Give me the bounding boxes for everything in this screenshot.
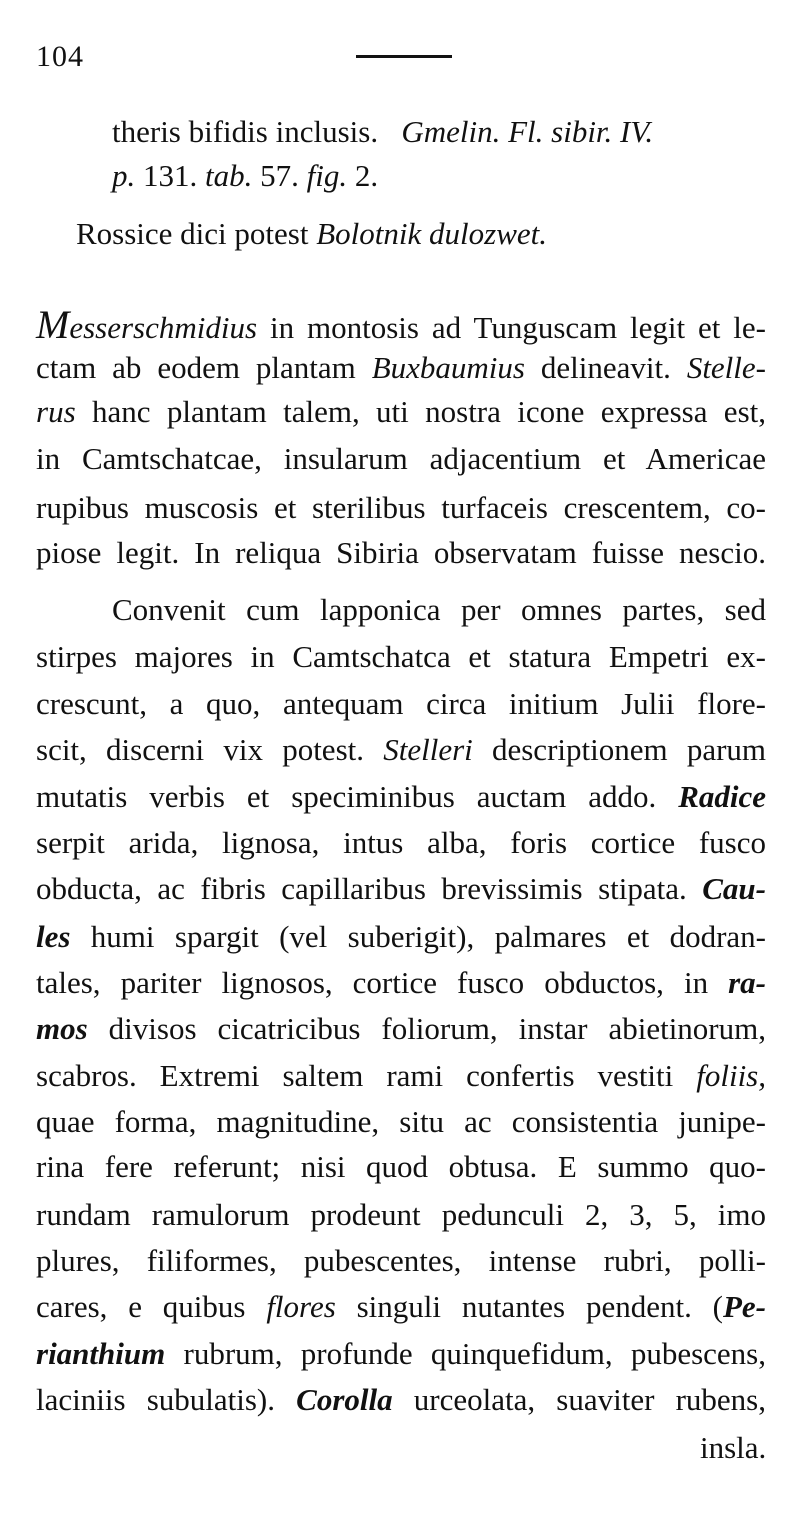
text-line: rina fere referunt; nisi quod obtusa. E summo quo- [36,1149,766,1184]
text-line: scabros. Extremi saltem rami confertis vestiti foliis, [36,1058,766,1093]
text-line: rus hanc plantam talem, uti nostra icone expressa est, [36,394,766,429]
text-line: Convenit cum lapponica per omnes partes, sed [112,592,766,627]
text-line: mos divisos cicatricibus foliorum, instar abietinorum, [36,1011,766,1046]
text-line: piose legit. In reliqua Sibiria observatam fuisse nescio. [36,535,766,570]
text-line: in Camtschatcae, insularum adjacentium et Americae [36,441,766,476]
text-line: rupibus muscosis et sterilibus turfaceis crescentem, co- [36,490,766,525]
text-line: laciniis subulatis). Corolla urceolata, suaviter rubens, [36,1382,766,1417]
text-line: Rossice dici potest Bolotnik dulozwet. [76,216,547,251]
text-line: theris bifidis inclusis. Gmelin. Fl. sibir. IV. [112,114,654,149]
page-number: 104 [36,40,84,73]
text-line: obducta, ac fibris capillaribus brevissimis stipata. Cau- [36,871,766,906]
text-line: stirpes majores in Camtschatca et statura Empetri ex- [36,639,766,674]
text-line: rundam ramulorum prodeunt pedunculi 2, 3, 5, imo [36,1197,766,1232]
text-line: quae forma, magnitudine, situ ac consistentia junipe- [36,1104,766,1139]
text-line: p. 131. tab. 57. fig. 2. [112,158,379,193]
header-rule [356,55,452,58]
text-line: crescunt, a quo, antequam circa initium Julii flore- [36,686,766,721]
text-line: serpit arida, lignosa, intus alba, foris cortice fusco [36,825,766,860]
text-line: ctam ab eodem plantam Buxbaumius delineavit. Stelle- [36,350,766,385]
text-line: tales, pariter lignosos, cortice fusco obductos, in ra- [36,965,766,1000]
text-line: Messerschmidius in montosis ad Tunguscam legit et le- [36,302,766,347]
catchword: insla. [700,1430,767,1465]
text-line: mutatis verbis et speciminibus auctam addo. Radice [36,779,766,814]
text-line: rianthium rubrum, profunde quinquefidum, pubescens, [36,1336,766,1371]
text-line: scit, discerni vix potest. Stelleri descriptionem parum [36,732,767,767]
text-line: les humi spargit (vel suberigit), palmares et dodran- [36,919,766,954]
text-line: plures, filiformes, pubescentes, intense rubri, polli- [36,1243,766,1278]
text-line: cares, e quibus flores singuli nutantes pendent. (Pe- [36,1289,766,1324]
